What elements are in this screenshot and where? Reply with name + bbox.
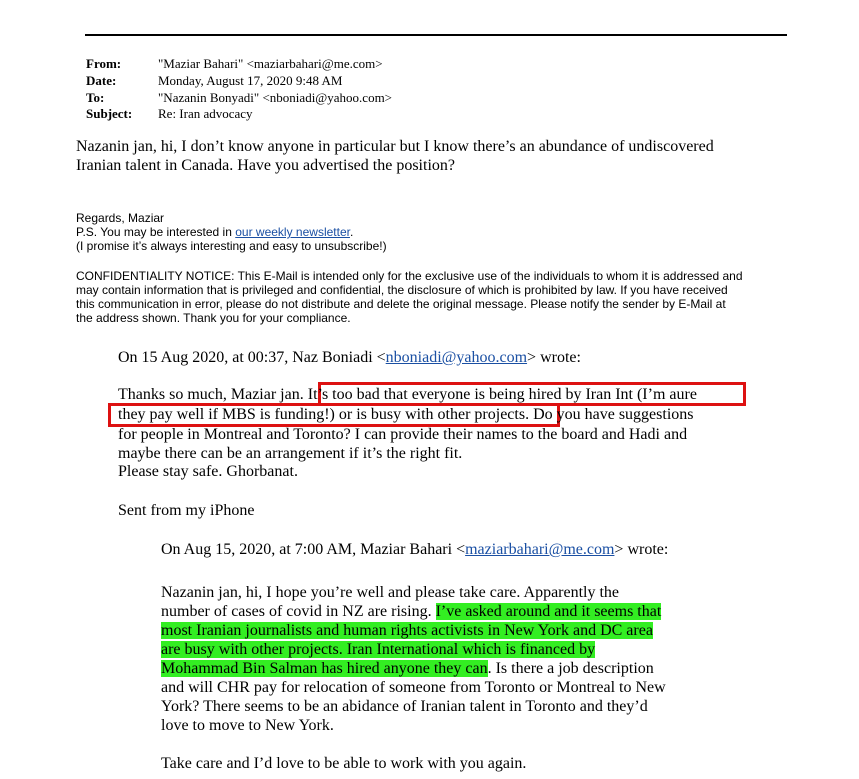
date-label: Date: <box>86 73 117 88</box>
from-value: "Maziar Bahari" <maziarbahari@me.com> <box>158 56 383 71</box>
signature-regards: Regards, Maziar <box>76 211 165 225</box>
subject-label: Subject: <box>86 106 133 121</box>
quote2-highlight-1: I’ve asked around and it seems that <box>435 603 662 620</box>
quote1-sent: Sent from my iPhone <box>118 502 255 519</box>
quote2-line-7: York? There seems to be an abidance of Iranian talent in Toronto and they’d <box>161 698 648 715</box>
quote2-intro-prefix: On Aug 15, 2020, at 7:00 AM, Maziar Bahari < <box>161 541 466 558</box>
quote2-line-2 <box>161 602 661 621</box>
quote2-highlight-2: most Iranian journalists and human rights activists in New York and DC area <box>161 622 653 639</box>
signature-ps <box>76 226 353 240</box>
reply-line-1: Nazanin jan, hi, I don’t know anyone in particular but I know there’s an abundance of undiscovered <box>76 138 714 155</box>
quote1-line-5: Please stay safe. Ghorbanat. <box>118 463 298 480</box>
quote2-line-1: Nazanin jan, hi, I hope you’re well and please take care. Apparently the <box>161 584 620 601</box>
quote1-line-1a: Thanks so much, Maziar jan. <box>118 386 304 403</box>
quote2-line-8: love to move to New York. <box>161 717 334 734</box>
quote1-line-4: maybe there can be an arrangement if it’s the right fit. <box>118 445 463 462</box>
newsletter-link[interactable]: our weekly newsletter <box>235 225 350 239</box>
quote2-email-link[interactable]: maziarbahari@me.com <box>465 541 615 558</box>
quote2-line-6: and will CHR pay for relocation of someone from Toronto or Montreal to New <box>161 679 666 696</box>
confidentiality-line-4: the address shown. Thank you for your compliance. <box>76 311 351 325</box>
quote2-line-3 <box>161 621 653 640</box>
quote1-line-1b: It’s too bad that everyone is being hired by Iran Int (I’m aure <box>303 386 697 403</box>
quote2-line-2a: number of cases of covid in NZ are rising. <box>161 603 436 620</box>
confidentiality-line-3: this communication in error, please do not distribute and delete the original message. Please notify the sender by E-Mail at <box>76 297 726 311</box>
quote1-email-link[interactable]: nboniadi@yahoo.com <box>385 349 528 366</box>
date-value: Monday, August 17, 2020 9:48 AM <box>158 73 343 88</box>
from-label: From: <box>86 56 122 71</box>
header-rule <box>85 34 787 36</box>
confidentiality-line-1: CONFIDENTIALITY NOTICE: This E-Mail is intended only for the exclusive use of the individuals to whom it is addressed and <box>76 269 743 283</box>
quote1-intro-suffix: > wrote: <box>527 349 581 366</box>
quote2-highlight-3: are busy with other projects. Iran International which is financed by <box>161 641 596 658</box>
ps-suffix: . <box>349 225 354 239</box>
quote2-line-5b: . Is there a job description <box>487 660 654 677</box>
quote2-line-4 <box>161 640 595 659</box>
quote1-line-2a: they pay well if MBS is funding!) or is busy with other projects <box>118 406 526 423</box>
quote2-line-5 <box>161 659 654 678</box>
confidentiality-line-2: may contain information that is privileged and confidential, the disclosure of which is prohibited by law. If you have received <box>76 283 728 297</box>
ps-prefix: P.S. You may be interested in <box>76 225 236 239</box>
to-label: To: <box>86 90 105 105</box>
quote1-line-3: for people in Montreal and Toronto? I can provide their names to the board and Hadi and <box>118 426 688 443</box>
quote2-line-9: Take care and I’d love to be able to work with you again. <box>161 755 527 772</box>
quote2-intro-suffix: > wrote: <box>614 541 669 558</box>
quote1-line-1 <box>118 385 697 404</box>
reply-line-2: Iranian talent in Canada. Have you advertised the position? <box>76 157 455 174</box>
quote1-intro <box>118 348 581 367</box>
quote1-intro-prefix: On 15 Aug 2020, at 00:37, Naz Boniadi < <box>118 349 386 366</box>
quote2-intro <box>161 540 668 559</box>
quote2-highlight-4: Mohammad Bin Salman has hired anyone they can <box>161 660 488 677</box>
quote1-line-2 <box>118 405 694 424</box>
to-value: "Nazanin Bonyadi" <nboniadi@yahoo.com> <box>158 90 393 105</box>
subject-value: Re: Iran advocacy <box>158 106 253 121</box>
quote1-line-2b: . Do you have suggestions <box>525 406 694 423</box>
signature-promise: (I promise it’s always interesting and easy to unsubscribe!) <box>76 239 387 253</box>
